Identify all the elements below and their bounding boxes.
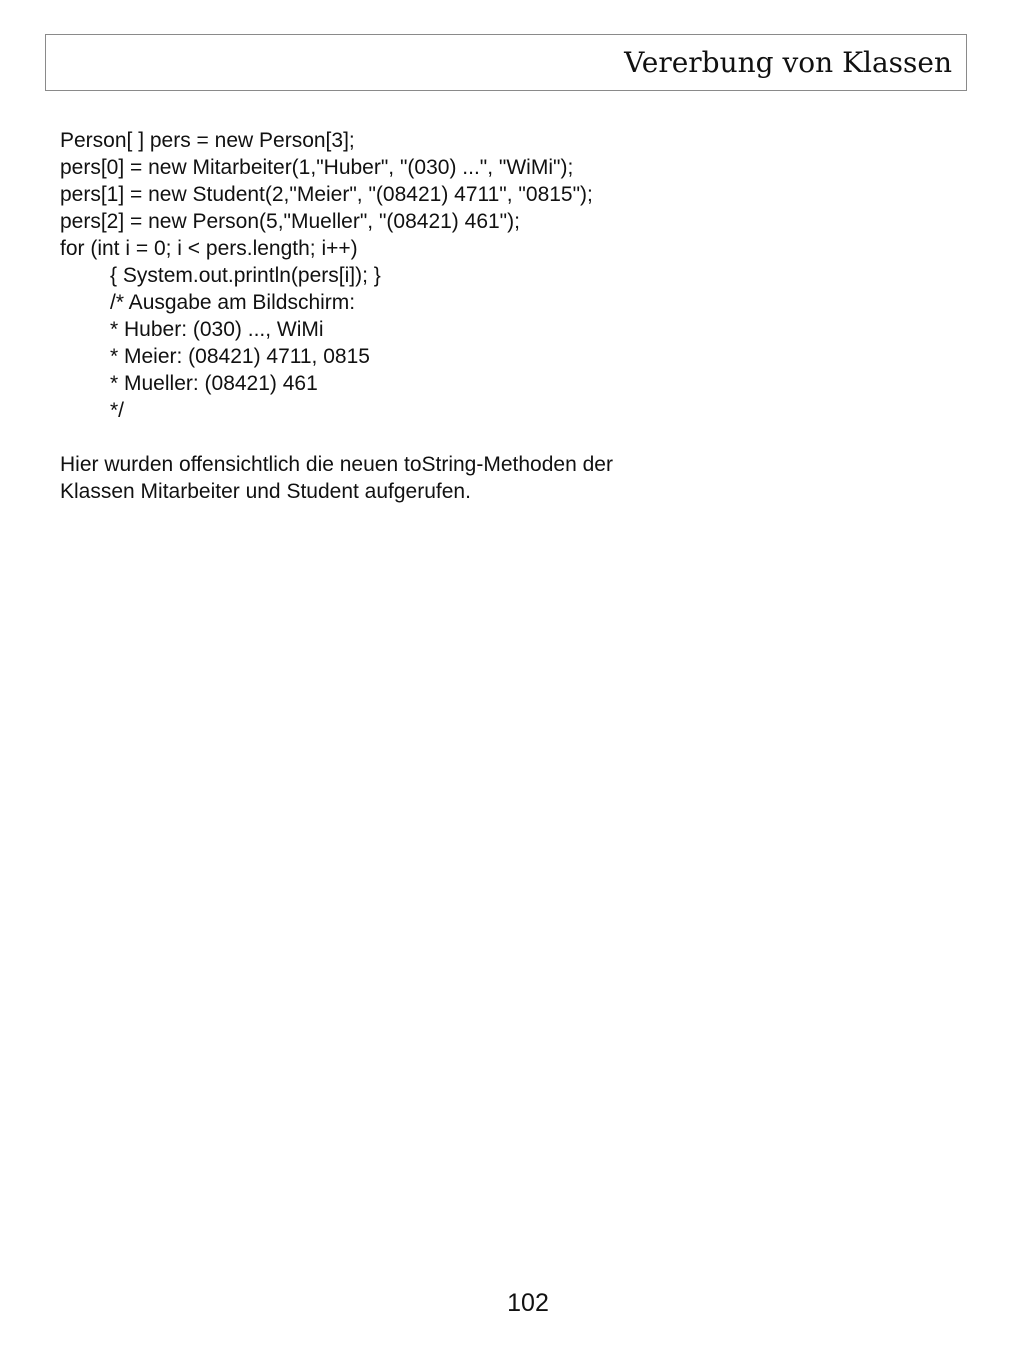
page-number: 102 [507,1289,549,1317]
code-comment-line: * Mueller: (08421) 461 [110,372,318,395]
paragraph-line: Klassen Mitarbeiter und Student aufgerufen. [60,480,471,503]
slide-title-box [45,34,967,91]
code-line: for (int i = 0; i < pers.length; i++) [60,237,358,260]
slide-content [60,127,960,505]
paragraph-line: Hier wurden offensichtlich die neuen toString-Methoden der [60,453,613,476]
code-line: { System.out.println(pers[i]); } [110,264,381,287]
slide-title: Vererbung von Klassen [624,46,952,79]
code-line: Person[ ] pers = new Person[3]; [60,129,355,152]
code-comment-line: * Huber: (030) ..., WiMi [110,318,324,341]
code-line: pers[2] = new Person(5,"Mueller", "(08421) 461"); [60,210,520,233]
code-comment-line: /* Ausgabe am Bildschirm: [110,291,356,314]
code-comment-line: * Meier: (08421) 4711, 0815 [110,345,370,368]
paragraph-spacer [60,424,960,451]
code-line: pers[1] = new Student(2,"Meier", "(08421) 4711", "0815"); [60,183,593,206]
code-comment-line: */ [110,399,125,422]
code-line: pers[0] = new Mitarbeiter(1,"Huber", "(030) ...", "WiMi"); [60,156,574,179]
